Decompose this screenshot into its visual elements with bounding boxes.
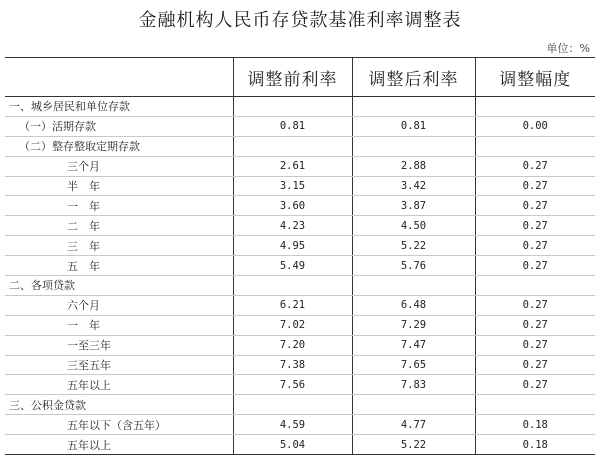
rate-after-cell: 7.47 [352,335,475,355]
rate-after-cell: 3.42 [352,176,475,196]
row-label: 一 年 [67,199,100,213]
rate-after-cell: 7.83 [352,375,475,395]
rate-before-cell [233,97,352,117]
row-label-cell [5,97,233,117]
rate-before-cell: 3.60 [233,196,352,216]
rate-delta-cell [475,97,595,117]
row-label-cell [5,176,233,196]
rate-before-cell: 2.61 [233,156,352,176]
table-row [5,136,595,156]
row-label-cell [5,395,233,415]
table-row [5,256,595,276]
row-label: 三、公积金贷款 [9,398,86,412]
rate-delta-cell: 0.27 [475,355,595,375]
rate-delta-cell: 0.27 [475,196,595,216]
row-label: 三个月 [67,160,100,174]
rate-delta-cell: 0.27 [475,315,595,335]
table-row [5,176,595,196]
rate-before-cell: 7.02 [233,315,352,335]
row-label-cell [5,136,233,156]
row-label-cell [5,236,233,256]
table-row [5,196,595,216]
row-label: （一）活期存款 [19,120,96,134]
table-header-row [5,58,595,97]
row-label: 二 年 [67,219,100,233]
table-row [5,435,595,455]
rate-before-cell: 6.21 [233,295,352,315]
row-label: 三至五年 [67,359,111,373]
rate-delta-cell: 0.18 [475,435,595,455]
page-title: 金融机构人民币存贷款基准利率调整表 [138,10,462,31]
table-row [5,355,595,375]
table-row [5,295,595,315]
row-label: 二、各项贷款 [9,279,75,293]
rate-after-cell: 7.29 [352,315,475,335]
rate-delta-cell: 0.27 [475,216,595,236]
rate-before-cell: 5.49 [233,256,352,276]
row-label: （二）整存整取定期存款 [19,140,140,154]
rate-before-cell: 7.38 [233,355,352,375]
rate-after-cell [352,276,475,296]
row-label-cell [5,295,233,315]
row-label-cell [5,216,233,236]
table-row [5,156,595,176]
rate-before-cell: 0.81 [233,116,352,136]
rate-delta-cell [475,276,595,296]
table-row [5,335,595,355]
row-label-cell [5,156,233,176]
row-label-cell [5,375,233,395]
row-label-cell [5,196,233,216]
rate-before-cell: 5.04 [233,435,352,455]
row-label: 一至三年 [67,339,111,353]
rate-after-cell [352,136,475,156]
row-label: 半 年 [67,180,100,193]
rate-delta-cell [475,136,595,156]
category-row [5,395,595,415]
rate-after-cell: 4.77 [352,415,475,435]
rate-delta-cell: 0.27 [475,335,595,355]
rate-after-cell: 7.65 [352,355,475,375]
unit-label: 单位：% [546,42,590,55]
rate-before-cell: 4.23 [233,216,352,236]
row-label: 五年以上 [67,378,111,392]
rate-delta-cell: 0.27 [475,156,595,176]
rate-after-cell: 5.22 [352,236,475,256]
row-label-cell [5,435,233,455]
rate-table [5,57,595,455]
row-label-cell [5,276,233,296]
row-label: 六个月 [67,299,100,313]
rate-after-cell: 6.48 [352,295,475,315]
rate-after-cell: 3.87 [352,196,475,216]
row-label-cell [5,355,233,375]
rate-delta-cell: 0.27 [475,176,595,196]
header-before-rate: 调整前利率 [233,58,352,97]
row-label: 一 年 [67,319,100,333]
rate-before-cell [233,136,352,156]
header-item [5,58,233,97]
row-label: 一、城乡居民和单位存款 [9,100,130,114]
table-row [5,216,595,236]
header-adjustment: 调整幅度 [475,58,595,97]
rate-before-cell: 7.56 [233,375,352,395]
rate-after-cell: 5.22 [352,435,475,455]
rate-before-cell [233,276,352,296]
rate-delta-cell: 0.27 [475,375,595,395]
rate-before-cell: 4.95 [233,236,352,256]
row-label: 五年以下（含五年） [67,418,166,432]
table-row [5,315,595,335]
rate-delta-cell: 0.27 [475,256,595,276]
rate-after-cell [352,395,475,415]
rate-after-cell: 0.81 [352,116,475,136]
category-row [5,97,595,117]
rate-before-cell [233,395,352,415]
rate-before-cell: 4.59 [233,415,352,435]
rate-before-cell: 3.15 [233,176,352,196]
row-label-cell [5,116,233,136]
rate-before-cell: 7.20 [233,335,352,355]
rate-after-cell [352,97,475,117]
table-row [5,375,595,395]
row-label: 五 年 [67,259,100,273]
rate-after-cell: 5.76 [352,256,475,276]
table-row [5,415,595,435]
rate-delta-cell [475,395,595,415]
rate-delta-cell: 0.00 [475,116,595,136]
row-label-cell [5,315,233,335]
table-row [5,116,595,136]
category-row [5,276,595,296]
row-label-cell [5,335,233,355]
rate-after-cell: 4.50 [352,216,475,236]
table-row [5,236,595,256]
rate-delta-cell: 0.18 [475,415,595,435]
rate-after-cell: 2.88 [352,156,475,176]
header-after-rate: 调整后利率 [352,58,475,97]
rate-delta-cell: 0.27 [475,236,595,256]
row-label: 三 年 [67,239,100,253]
row-label: 五年以上 [67,438,111,452]
row-label-cell [5,415,233,435]
row-label-cell [5,256,233,276]
rate-delta-cell: 0.27 [475,295,595,315]
